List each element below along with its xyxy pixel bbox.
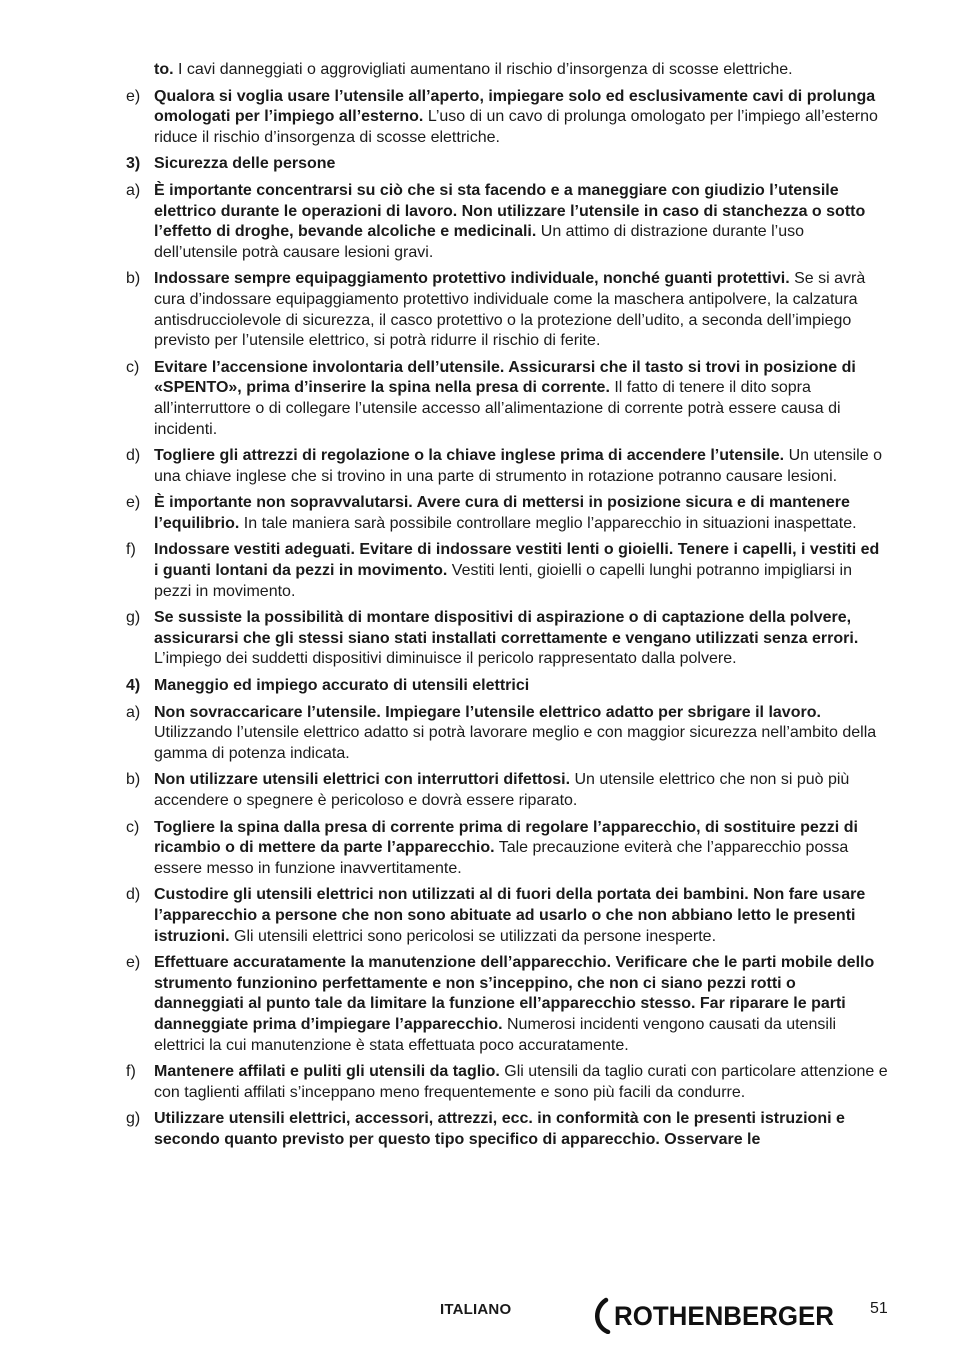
list-item	[0, 446, 888, 487]
item-bold-text: Non utilizzare utensili elettrici con interruttori difettosi.	[154, 771, 571, 789]
brand-name: ROTHENBERGER	[614, 1301, 834, 1331]
page-footer	[0, 1296, 954, 1336]
page-number: 51	[870, 1300, 888, 1317]
list-item	[0, 770, 888, 811]
item-text: Un utensile elettrico che non si può più accendere o spegnere è pericoloso e dovrà essere riparato.	[154, 771, 850, 809]
list-item	[0, 60, 888, 81]
item-bold-text: Non sovraccaricare l’utensile. Impiegare l’utensile elettrico adatto per sbrigare il lavoro.	[154, 703, 821, 721]
list-item	[0, 818, 888, 880]
list-item	[0, 885, 888, 947]
item-label: g)	[126, 1110, 141, 1128]
list-item	[0, 1109, 888, 1150]
item-bold-text: Indossare sempre equipaggiamento protettivo individuale, nonché guanti protettivi.	[154, 270, 790, 288]
item-bold-text: Togliere la spina dalla presa di corrente prima di regolare l’apparecchio, di sostituire pezzi di ricambio o di mettere da parte l’apparecchio.	[154, 818, 858, 857]
item-label: e)	[126, 494, 141, 512]
safety-instructions	[0, 60, 954, 1157]
item-text: L’impiego dei suddetti dispositivi diminuisce il pericolo rappresentato dalla polvere.	[154, 650, 737, 668]
item-text: Un attimo di distrazione durante l’uso dell’utensile potrà causare lesioni gravi.	[154, 223, 805, 261]
language-label: ITALIANO	[440, 1301, 512, 1318]
item-bold-text: Togliere gli attrezzi di regolazione o la chiave inglese prima di accendere l’utensile.	[154, 447, 785, 465]
list-item	[0, 608, 888, 670]
list-item	[0, 358, 888, 440]
item-label: e)	[126, 87, 141, 105]
list-item	[0, 540, 888, 602]
section-title: Sicurezza delle persone	[154, 155, 336, 173]
list-item	[0, 87, 888, 149]
item-label: f)	[126, 1063, 136, 1081]
section-number: 3)	[126, 155, 141, 173]
item-text: In tale maniera sarà possibile controllare meglio l’apparecchio in situazioni inaspettate.	[239, 514, 857, 532]
section-title: Maneggio ed impiego accurato di utensili elettrici	[154, 677, 530, 695]
item-text: I cavi danneggiati o aggrovigliati aumentano il rischio d’insorgenza di scosse elettriche.	[173, 61, 793, 78]
item-text: Numerosi incidenti vengono causati da utensili elettrici la cui manutenzione è stata effettuata poco accuratamente.	[154, 1015, 837, 1054]
item-bold-text: È importante concentrarsi su ciò che si sta facendo e a maneggiare con giudizio l’utensile elettrico durante le operazioni di lavoro. Non utilizzare l’utensile in caso di stanchezza o sotto l’effetto di droghe, bevande alcoliche e medicinali.	[154, 181, 866, 241]
item-bold-text: Mantenere affilati e puliti gli utensili da taglio.	[154, 1063, 500, 1081]
rothenberger-logo	[592, 1296, 838, 1334]
item-text: Un utensile o una chiave inglese che si trovino in una parte di strumento in rotazione potranno causare lesioni.	[154, 447, 882, 485]
item-label: c)	[126, 358, 140, 376]
item-text: Il fatto di tenere il dito sopra all’interruttore o di collegare l’utensile accesso all’alimentazione di corrente potrà essere causa di incidenti.	[154, 379, 841, 438]
item-bold-text: Effettuare accuratamente la manutenzione dell’apparecchio. Verificare che le parti mobile dello strumento funzionino perfettamente e non s’inceppino, che non ci siano pezzi rotti o danneggiati al punto tale da limitare la funzione ell’apparecchio stesso. Far riparare le parti danneggiate prima d’impiegare l’apparecchio.	[154, 954, 875, 1033]
item-label: a)	[126, 181, 141, 199]
item-text: Tale precauzione eviterà che l’apparecchio possa essere messo in funzione inavvertitamente.	[154, 839, 849, 877]
item-text: Gli utensili elettrici sono pericolosi se utilizzati da persone inesperte.	[229, 927, 717, 945]
item-bold-text: Custodire gli utensili elettrici non utilizzati al di fuori della portata dei bambini. Non fare usare l’apparecchio a persone che non sono abituate ad usarlo o che non abbiano letto le presenti istruzioni.	[154, 886, 866, 945]
section-number: 4)	[126, 677, 141, 695]
item-label: a)	[126, 703, 141, 721]
list-item	[0, 269, 888, 351]
item-text: Gli utensili da taglio curati con particolare attenzione e con taglienti affilati s’inceppano meno frequentemente e sono più facili da condurre.	[154, 1063, 888, 1101]
item-text: Se si avrà cura d’indossare equipaggiamento protettivo individuale come la maschera antipolvere, la calzatura antisdrucciolevole di sicurezza, il casco protettivo o la protezione dell’udito, a seconda dell’impiego previsto per l’utensile elettrico, si potrà ridurre il rischio di ferite.	[154, 270, 866, 350]
item-bold-text: to.	[154, 61, 174, 78]
item-label: e)	[126, 954, 141, 972]
item-bold-text: Evitare l’accensione involontaria dell’utensile. Assicurarsi che il tasto si trovi in posizione di «SPENTO», prima d’inserire la spina nella presa di corrente.	[154, 358, 856, 397]
list-item	[0, 1062, 888, 1103]
list-item	[0, 181, 888, 263]
item-label: b)	[126, 270, 141, 288]
item-bold-text: Indossare vestiti adeguati. Evitare di indossare vestiti lenti o gioielli. Tenere i capelli, i vestiti ed i guanti lontani da pezzi in movimento.	[154, 541, 880, 580]
item-bold-text: Se sussiste la possibilità di montare dispositivi di aspirazione o di captazione della polvere, assicurarsi che gli stessi siano stati installati correttamente e vengano utilizzati senza errori.	[154, 609, 859, 647]
item-label: b)	[126, 771, 141, 789]
list-item	[0, 953, 888, 1056]
list-item	[0, 703, 888, 765]
item-label: g)	[126, 609, 141, 627]
list-item	[0, 493, 888, 534]
item-label: f)	[126, 541, 136, 559]
section-heading	[0, 676, 888, 697]
item-label: c)	[126, 818, 140, 836]
item-bold-text: Utilizzare utensili elettrici, accessori, attrezzi, ecc. in conformità con le presenti istruzioni e secondo quanto previsto per questo tipo specifico di apparecchio. Osservare le	[154, 1110, 845, 1148]
item-label: d)	[126, 447, 141, 465]
item-bold-text: È importante non sopravvalutarsi. Avere cura di mettersi in posizione sicura e di mantenere l’equilibrio.	[154, 494, 850, 532]
section-heading	[0, 154, 888, 175]
item-text: Vestiti lenti, gioielli o capelli lunghi potranno impigliarsi in pezzi in movimento.	[154, 562, 853, 600]
item-text: L’uso di un cavo di prolunga omologato per l’impiego all’esterno riduce il rischio d’insorgenza di scosse elettriche.	[154, 108, 878, 146]
item-bold-text: Qualora si voglia usare l’utensile all’aperto, impiegare solo ed esclusivamente cavi di prolunga omologati per l’impiego all’esterno.	[154, 87, 876, 126]
item-text: Utilizzando l’utensile elettrico adatto si potrà lavorare meglio e con maggior sicurezza nell’ambito della gamma di potenza indicata.	[154, 724, 877, 762]
item-label: d)	[126, 886, 141, 904]
